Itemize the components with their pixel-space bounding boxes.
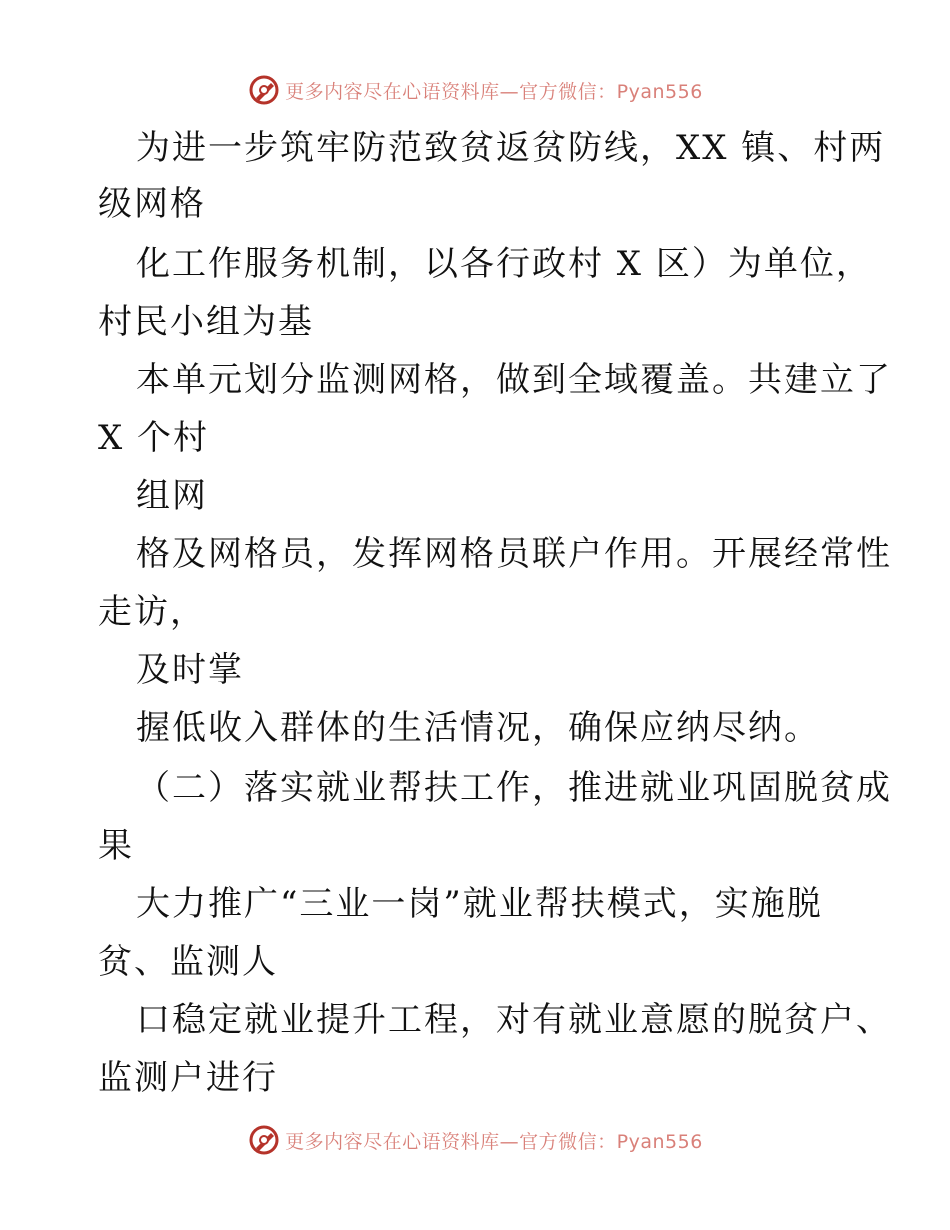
text-line: 村民小组为基	[98, 302, 314, 342]
text-line: 走访，	[98, 592, 206, 632]
text-line: 格及网格员，发挥网格员联户作用。开展经常性	[136, 534, 892, 574]
text-line: 级网格	[98, 184, 206, 224]
text-line: 大力推广“三业一岗”就业帮扶模式，实施脱	[136, 884, 823, 924]
watermark-text: 更多内容尽在心语资料库—官方微信：Pyan556	[285, 80, 703, 103]
text-line: 为进一步筑牢防范致贫返贫防线，XX 镇、村两	[136, 128, 886, 168]
text-line: 本单元划分监测网格，做到全域覆盖。共建立了	[136, 360, 892, 400]
pen-logo-icon	[247, 73, 281, 107]
section-heading: （二）落实就业帮扶工作，推进就业巩固脱贫成	[136, 768, 892, 808]
text-line: X 个村	[98, 418, 210, 458]
watermark-text: 更多内容尽在心语资料库—官方微信：Pyan556	[285, 1130, 703, 1153]
text-line: 果	[98, 826, 134, 866]
text-line: 口稳定就业提升工程，对有就业意愿的脱贫户、	[136, 1000, 892, 1040]
footer-watermark	[0, 1120, 950, 1160]
text-line: 化工作服务机制，以各行政村 X 区）为单位，	[136, 244, 872, 284]
text-line: 贫、监测人	[98, 942, 278, 982]
text-line: 握低收入群体的生活情况，确保应纳尽纳。	[136, 708, 820, 748]
text-line: 组网	[136, 476, 208, 516]
text-line: 及时掌	[136, 650, 244, 690]
pen-logo-icon	[247, 1123, 281, 1157]
text-line: 监测户进行	[98, 1058, 278, 1098]
header-watermark	[0, 70, 950, 110]
